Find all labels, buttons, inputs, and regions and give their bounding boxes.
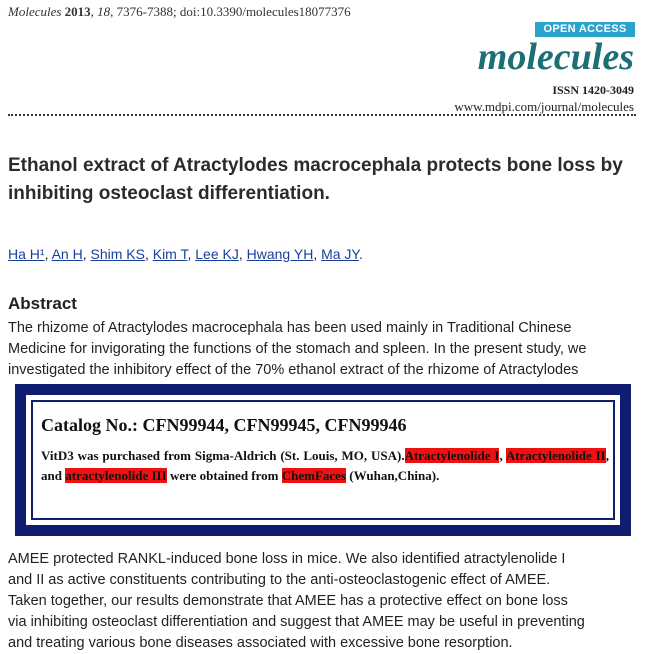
author-separator: , [144,246,153,262]
note-text: , and [41,448,609,483]
issn-label: ISSN 1420-3049 [552,83,634,97]
journal-pages-doi: , 7376-7388; doi:10.3390/molecules18077376 [110,4,351,19]
abstract-line: and treating various bone diseases associated with excessive bone resorption. [8,635,513,651]
catalog-callout [15,384,631,536]
article-title: Ethanol extract of Atractylodes macrocephala protects bone loss by inhibiting osteoclast differentiation. [8,155,623,204]
author-separator: , [187,246,196,262]
note-text: were obtained from [166,468,282,483]
journal-citation: Molecules 2013, 18, 7376-7388; doi:10.3390/molecules18077376 [8,4,351,19]
author-link[interactable]: Kim T [152,246,188,262]
note-text: (Wuhan,China). [346,468,440,483]
abstract-line: Medicine for invigorating the functions of the stomach and spleen. In the present study, we [8,341,587,357]
abstract-line: Taken together, our results demonstrate that AMEE has a protective effect on bone loss [8,593,568,609]
author-separator: , [238,246,247,262]
journal-year: 2013 [64,4,91,19]
note-text: VitD3 was purchased from Sigma-Aldrich (St. Louis, MO, USA). [41,448,405,463]
author-link[interactable]: Hwang YH [246,246,314,262]
abstract-heading: Abstract [8,294,77,313]
note-text: , [499,448,506,463]
abstract-line: via inhibiting osteoclast differentiation and suggest that AMEE may be useful in preventing [8,614,585,630]
author-separator: , [313,246,322,262]
author-link[interactable]: Ha H¹ [8,246,45,262]
highlighted-compound: ChemFaces [281,468,347,483]
open-access-badge: OPEN ACCESS [535,22,635,37]
journal-name: Molecules [8,4,62,19]
abstract-line: AMEE protected RANKL-induced bone loss in mice. We also identified atractylenolide I [8,551,566,567]
journal-site-link[interactable]: www.mdpi.com/journal/molecules [454,99,634,114]
journal-volume: 18 [97,4,111,19]
catalog-callout-inner [26,395,620,525]
header-divider [8,114,636,116]
journal-logo: molecules [477,36,634,78]
abstract-line: The rhizome of Atractylodes macrocephala has been used mainly in Traditional Chinese [8,320,572,336]
supplier-note [41,446,609,486]
highlighted-compound: Atractylenolide II [505,448,606,463]
author-separator: . [358,246,363,262]
abstract-line: and II as active constituents contributing to the anti-osteoclastogenic effect of AMEE. [8,572,551,588]
highlighted-compound: Atractylenolide I [404,448,500,463]
author-separator: , [82,246,91,262]
author-link[interactable]: Lee KJ [195,246,239,262]
author-link[interactable]: Shim KS [90,246,145,262]
catalog-number: Catalog No.: CFN99944, CFN99945, CFN99946 [41,415,407,435]
author-link[interactable]: Ma JY [321,246,359,262]
abstract-line: investigated the inhibitory effect of the 70% ethanol extract of the rhizome of Atractylodes [8,362,579,378]
author-link[interactable]: An H [51,246,83,262]
author-list [8,246,363,262]
highlighted-compound: atractylenolide III [65,468,167,483]
author-separator: , [44,246,52,262]
